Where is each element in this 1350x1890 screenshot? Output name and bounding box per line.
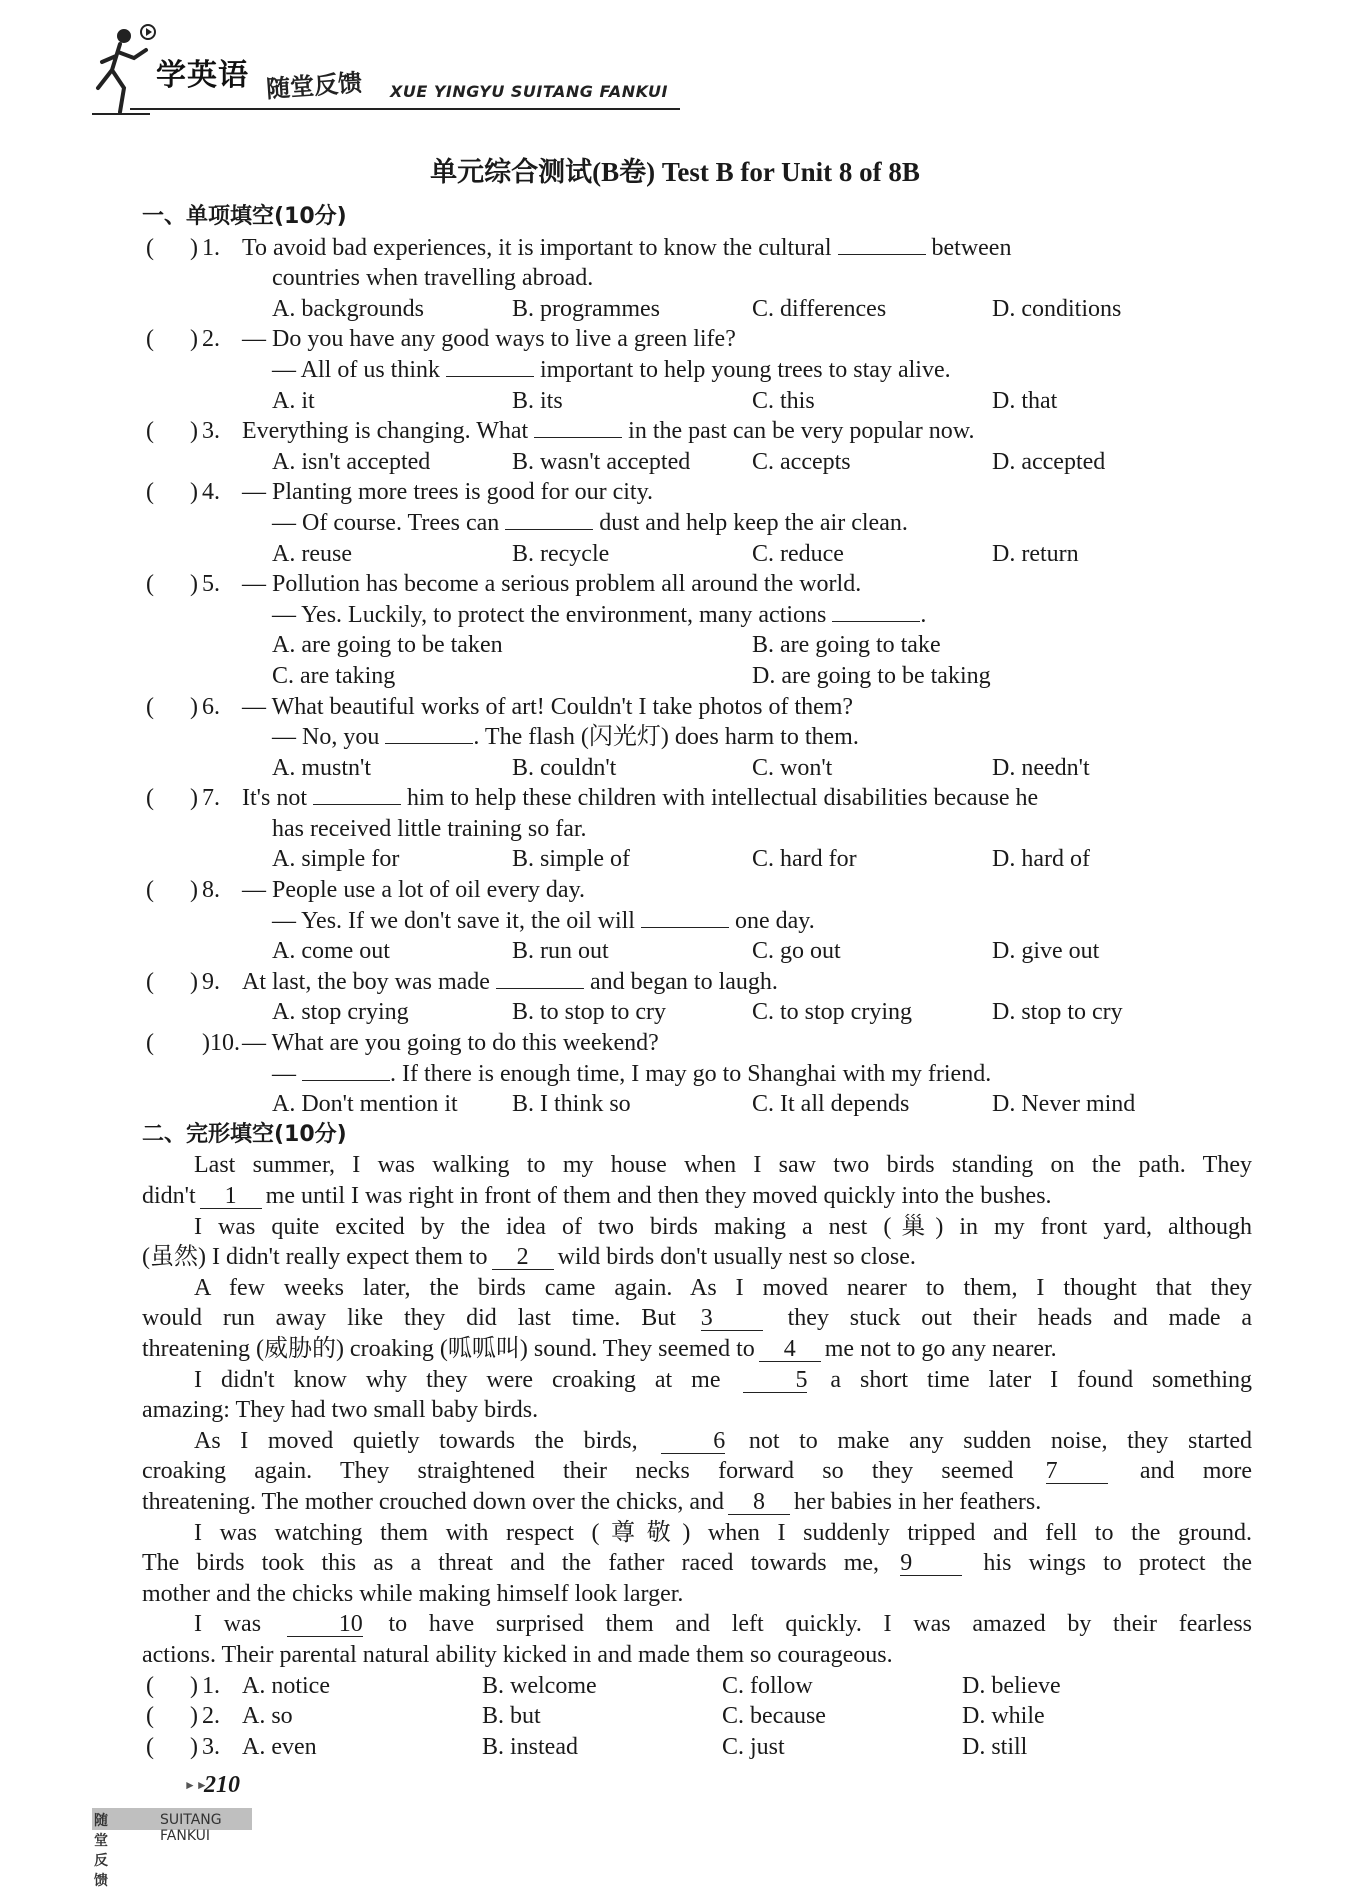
footer-tag-cn: 随堂反馈	[94, 1813, 108, 1889]
cloze-question-1: ( ) 1. A. notice B. welcome C. follow D. believe	[142, 1671, 1252, 1702]
option[interactable]: B. run out	[512, 938, 609, 965]
option[interactable]: A. simple for	[272, 846, 400, 873]
option[interactable]: B. but	[482, 1703, 541, 1730]
answer-blank[interactable]	[302, 1060, 390, 1081]
option[interactable]: A. come out	[272, 938, 390, 965]
brand-subtitle: 随堂反馈	[265, 68, 364, 104]
answer-blank[interactable]	[832, 601, 920, 622]
cloze-blank[interactable]: 7	[1046, 1459, 1108, 1484]
runner-logo-icon	[90, 22, 160, 118]
answer-blank[interactable]	[446, 356, 534, 377]
header-rule	[130, 108, 680, 110]
option[interactable]: D. stop to cry	[992, 999, 1123, 1026]
cloze-answers	[142, 1671, 1252, 1763]
option[interactable]: D. while	[962, 1703, 1045, 1730]
cloze-blank[interactable]: 10	[287, 1612, 363, 1637]
worksheet-body: 一、单项填空(10分) ( ) 1. To avoid bad experiences, it is important to know the cultural between countries when travelling abroad. A. backgrounds B. programmes C. differences D. conditions ( ) 2. — Do you have any good ways to live a green life? — All of us think important to help young trees to stay alive. A. it B. its C. this D. that ( ) 3. Everything is changing. What in the past can be very popular now. A. isn't accepted B. wasn't accepted C. accepts D. accepted ( ) 4. — Planting more trees is good for our city. — Of course. Trees can dust and help keep the air clean. A. reuse B. recycle C. reduce D. return ( ) 5. — Pollution has become a serious problem all around the world. — Yes. Luckily, to protect the environment, many actions . A. are going to be taken B. are going to take C. are taking D. are going to be taking ( ) 6. — What beautiful works of art! Couldn't I take photos of them? — No, you . The flash (闪光灯) does harm to them. A. mustn't B. couldn't C. won't D. needn't ( ) 7. It's not him to help these children with intellectual disabilities because he has received little training so far. A. simple for B. simple of C. hard for D. hard of ( ) 8. — People use a lot of oil every day. — Yes. If we don't save it, the oil will one day. A. come out B. run out C. go out D. give out ( ) 9. At last, the boy was made and began to laugh. A. stop crying B. to stop to cry C. to stop crying D. stop to cry ( )10. — What are you going to do this weekend? — . If there is enough time, I may go to Shanghai with my friend. A. Don't mention it B. I think so C. It all depends D. Never mind 二、完形填空(10分) Last summer, I was walking to my house when I saw two birds standing on the path. They didn't 1 me until I was right in front of them and then they moved quickly into the bushes. I was quite excited by the idea of two birds making a nest (巢) in my front yard, although (虽然) I didn't really expect them to 2 wild birds don't usually nest so close. A few weeks later, the birds came again. As I moved nearer to them, I thought that they would run away like they did last time. But 3 they stuck out their heads and made a threatening (威胁的) croaking (呱呱叫) sound. They seemed to 4 me not to go any nearer. I didn't know why they were croaking at me 5 a short time later I found something amazing: They had two small baby birds. As I moved quietly towards the birds, 6 not to make any sudden noise, they started croaking again. They straightened their necks forward so they seemed 7 and more threatening. The mother crouched down over the chicks, and 8 her babies in her feathers. I was watching them with respect (尊敬) when I suddenly tripped and fell to the ground. The birds took this as a threat and the father raced towards me, 9 his wings to protect the mother and the chicks while making himself look larger. I was 10 to have surprised them and left quickly. I was amazed by their fearless actions. Their parental natural ability kicked in and made them so courageous. ( ) 1. A. notice B. welcome C. follow D. believe ( ) 2. A. so B. but C. because D. while ( ) 3. A. even B. instead C. just D. still	[142, 202, 1252, 1762]
question-3: ( ) 3. Everything is changing. What in the past can be very popular now.	[146, 418, 975, 445]
question-10: ( )10. — What are you going to do this weekend?	[146, 1030, 659, 1057]
option[interactable]: C. It all depends	[752, 1091, 910, 1118]
options-q5-a	[142, 630, 1252, 661]
cloze-passage: Last summer, I was walking to my house when I saw two birds standing on the path. They didn't 1 me until I was right in front of them and then they moved quickly into the bushes. I was quite excited by the idea of two birds making a nest (巢) in my front yard, although (虽然) I didn't really expect them to 2 wild birds don't usually nest so close. A few weeks later, the birds came again. As I moved nearer to them, I thought that they would run away like they did last time. But 3 they stuck out their heads and made a threatening (威胁的) croaking (呱呱叫) sound. They seemed to 4 me not to go any nearer. I didn't know why they were croaking at me 5 a short time later I found something amazing: They had two small baby birds. As I moved quietly towards the birds, 6 not to make any sudden noise, they started croaking again. They straightened their necks forward so they seemed 7 and more threatening. The mother crouched down over the chicks, and 8 her babies in her feathers. I was watching them with respect (尊敬) when I suddenly tripped and fell to the ground. The birds took this as a threat and the father raced towards me, 9 his wings to protect the mother and the chicks while making himself look larger. I was 10 to have surprised them and left quickly. I was amazed by their fearless actions. Their parental natural ability kicked in and made them so courageous.	[142, 1152, 1253, 1668]
option[interactable]: A. notice	[242, 1672, 330, 1699]
cloze-question-2: ( ) 2. A. so B. but C. because D. while	[142, 1701, 1252, 1732]
question-6: ( ) 6. — What beautiful works of art! Couldn't I take photos of them?	[146, 693, 854, 720]
brand-pinyin: XUE YINGYU SUITANG FANKUI	[390, 82, 668, 101]
arrow-icon: ►►	[184, 1778, 208, 1792]
answer-blank[interactable]	[505, 509, 593, 530]
option[interactable]: D. accepted	[992, 448, 1106, 475]
option[interactable]: D. conditions	[992, 295, 1122, 322]
option[interactable]: C. go out	[752, 938, 841, 965]
answer-blank[interactable]	[313, 784, 401, 805]
option[interactable]: B. wasn't accepted	[512, 448, 691, 475]
option[interactable]: B. programmes	[512, 295, 660, 322]
option[interactable]: D. that	[992, 387, 1058, 414]
cloze-blank[interactable]: 9	[900, 1551, 962, 1576]
option[interactable]: D. give out	[992, 938, 1100, 965]
option[interactable]: A. so	[242, 1703, 293, 1730]
options-q5-b	[142, 661, 1252, 692]
options-q10	[142, 1089, 1252, 1120]
cloze-blank[interactable]: 2	[492, 1245, 554, 1270]
option[interactable]: A. it	[272, 387, 315, 414]
question-7: ( ) 7. It's not him to help these children with intellectual disabilities because he	[146, 785, 1039, 812]
page-number: 210	[204, 1772, 240, 1798]
option[interactable]: B. simple of	[512, 846, 630, 873]
options-q7	[142, 844, 1252, 875]
option[interactable]: B. its	[512, 387, 563, 414]
question-2: ( ) 2. — Do you have any good ways to live a green life?	[146, 326, 736, 353]
answer-blank[interactable]	[385, 723, 473, 744]
option[interactable]: A. backgrounds	[272, 295, 424, 322]
option[interactable]: C. differences	[752, 295, 887, 322]
option[interactable]: B. I think so	[512, 1091, 631, 1118]
answer-blank[interactable]	[838, 234, 926, 255]
question-8: ( ) 8. — People use a lot of oil every day.	[146, 877, 586, 904]
page-title: 单元综合测试(B卷) Test B for Unit 8 of 8B	[430, 157, 920, 187]
option[interactable]: C. follow	[722, 1672, 813, 1699]
option[interactable]: D. needn't	[992, 754, 1090, 781]
option[interactable]: B. couldn't	[512, 754, 617, 781]
option[interactable]: D. hard of	[992, 846, 1090, 873]
header-banner	[90, 22, 680, 122]
option[interactable]: C. hard for	[752, 846, 857, 873]
cloze-blank[interactable]: 6	[661, 1429, 725, 1454]
question-5: ( ) 5. — Pollution has become a serious problem all around the world.	[146, 571, 862, 598]
answer-blank[interactable]	[496, 968, 584, 989]
option[interactable]: C. won't	[752, 754, 833, 781]
options-q3	[142, 447, 1252, 478]
options-q1	[142, 294, 1252, 325]
option[interactable]: C. this	[752, 387, 815, 414]
question-1: ( ) 1. To avoid bad experiences, it is important to know the cultural between	[146, 234, 1012, 261]
option[interactable]: A. stop crying	[272, 999, 409, 1026]
options-q9	[142, 997, 1252, 1028]
option[interactable]: A. mustn't	[272, 754, 371, 781]
option[interactable]: C. just	[722, 1733, 785, 1760]
option[interactable]: C. reduce	[752, 540, 844, 567]
option[interactable]: D. believe	[962, 1672, 1061, 1699]
option[interactable]: C. because	[722, 1703, 826, 1730]
brand-title: 学英语	[156, 58, 249, 93]
cloze-question-3: ( ) 3. A. even B. instead C. just D. still	[142, 1732, 1252, 1763]
answer-blank[interactable]	[534, 417, 622, 438]
option[interactable]: B. recycle	[512, 540, 610, 567]
section-heading-cloze: 二、完形填空(10分)	[142, 1121, 347, 1147]
options-q2	[142, 386, 1252, 417]
cloze-blank[interactable]: 3	[701, 1306, 763, 1331]
options-q8	[142, 936, 1252, 967]
cloze-blank[interactable]: 1	[200, 1184, 262, 1209]
option[interactable]: B. are going to take	[752, 632, 941, 659]
option[interactable]: C. accepts	[752, 448, 851, 475]
option[interactable]: D. still	[962, 1733, 1028, 1760]
option[interactable]: D. Never mind	[992, 1091, 1136, 1118]
option[interactable]: B. to stop to cry	[512, 999, 666, 1026]
cloze-blank[interactable]: 5	[743, 1368, 807, 1393]
option[interactable]: A. Don't mention it	[272, 1091, 458, 1118]
cloze-blank[interactable]: 4	[759, 1337, 821, 1362]
options-q6	[142, 753, 1252, 784]
option[interactable]: D. are going to be taking	[752, 662, 991, 689]
option[interactable]: A. reuse	[272, 540, 352, 567]
option[interactable]: A. are going to be taken	[272, 632, 503, 659]
option[interactable]: A. even	[242, 1733, 317, 1760]
answer-blank[interactable]	[641, 907, 729, 928]
section-heading-single-choice: 一、单项填空(10分)	[142, 204, 347, 229]
options-q4	[142, 539, 1252, 570]
cloze-blank[interactable]: 8	[728, 1490, 790, 1515]
option[interactable]: D. return	[992, 540, 1079, 567]
option[interactable]: C. are taking	[272, 662, 396, 689]
option[interactable]: B. instead	[482, 1733, 578, 1760]
question-4: ( ) 4. — Planting more trees is good for our city.	[146, 479, 654, 506]
option[interactable]: B. welcome	[482, 1672, 597, 1699]
option[interactable]: A. isn't accepted	[272, 448, 431, 475]
footer-tag-pinyin: SUITANG FANKUI	[160, 1812, 222, 1844]
question-9: ( ) 9. At last, the boy was made and began to laugh.	[146, 968, 778, 995]
option[interactable]: C. to stop crying	[752, 999, 912, 1026]
